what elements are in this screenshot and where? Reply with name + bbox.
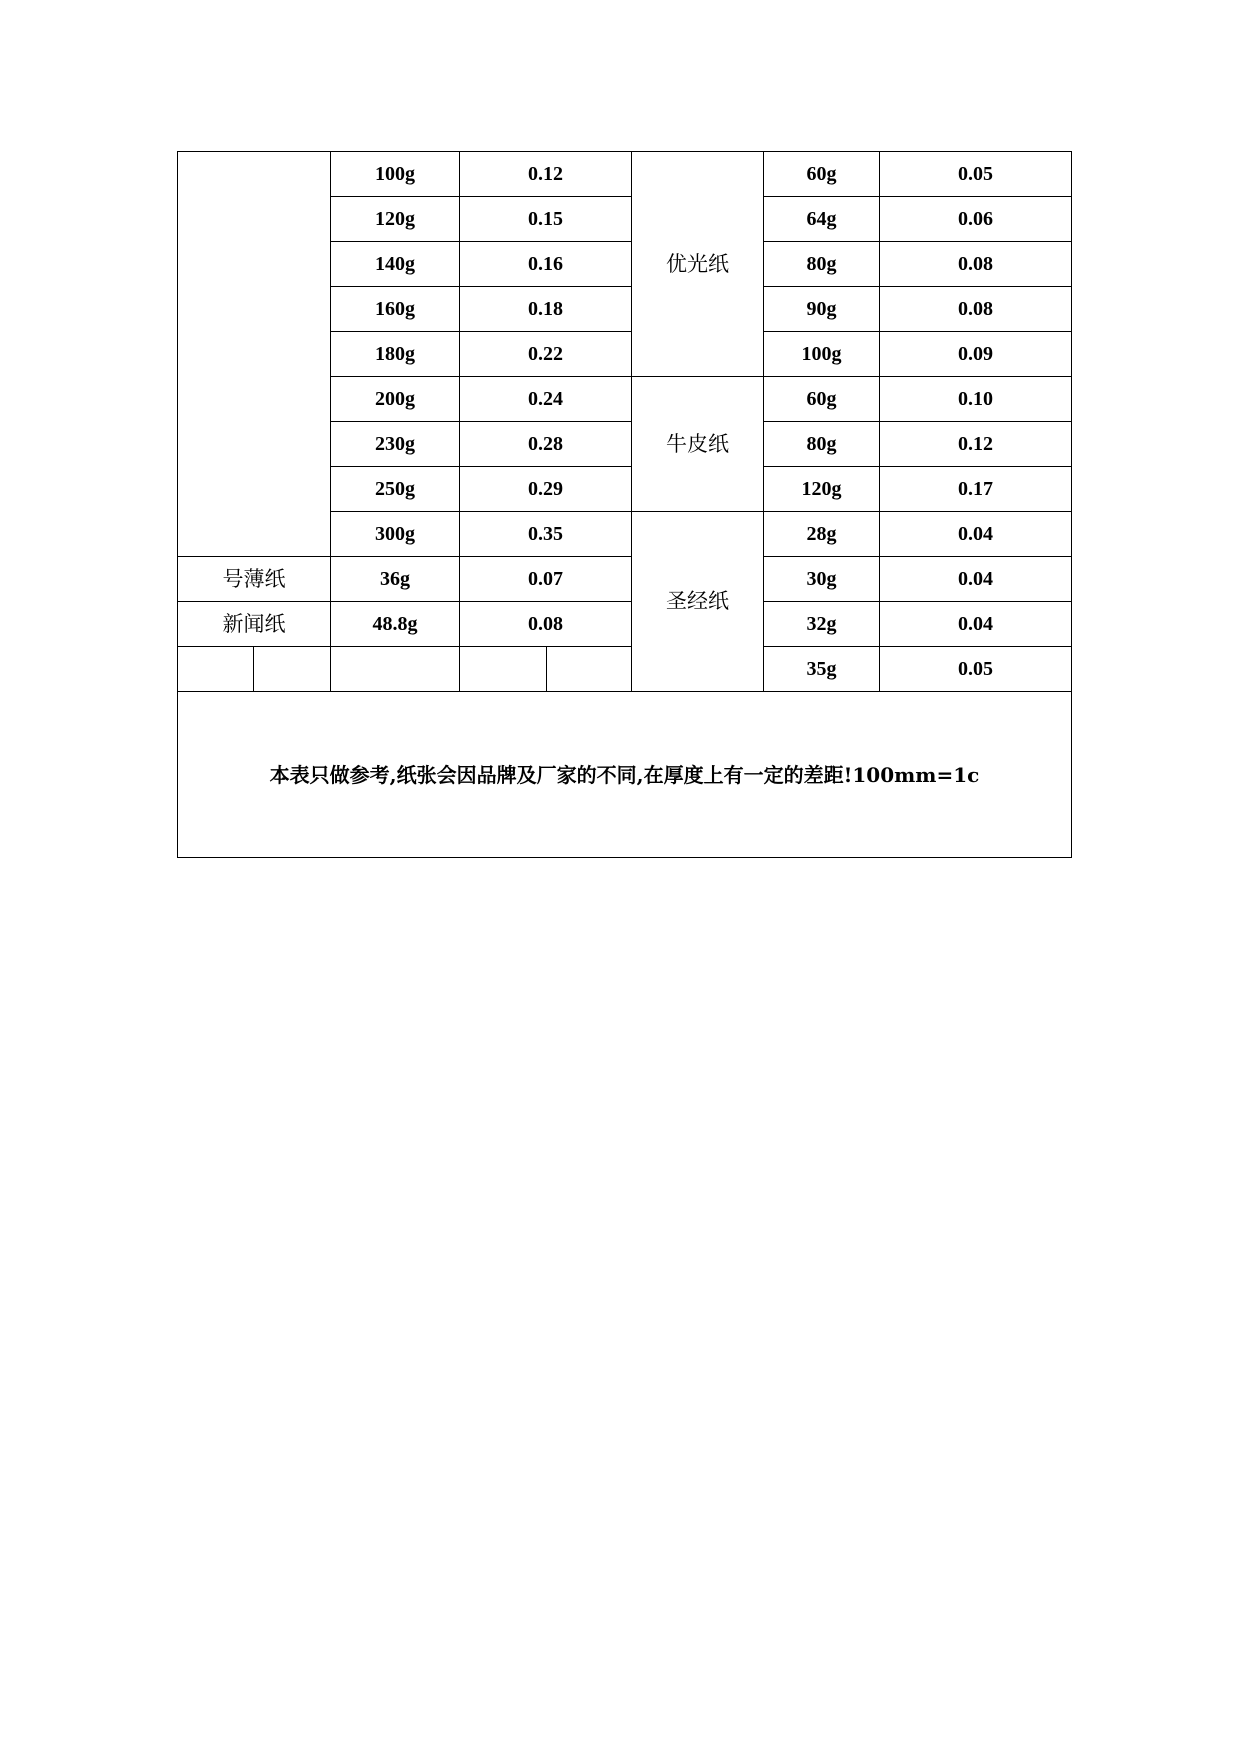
weight-cell: 60g xyxy=(764,152,880,197)
weight-cell: 120g xyxy=(764,467,880,512)
thickness-cell: 0.08 xyxy=(880,287,1072,332)
empty-cell xyxy=(547,647,632,692)
thickness-cell: 0.05 xyxy=(880,152,1072,197)
weight-cell: 28g xyxy=(764,512,880,557)
thickness-cell: 0.04 xyxy=(880,602,1072,647)
thickness-cell: 0.04 xyxy=(880,557,1072,602)
category-youguang: 优光纸 xyxy=(632,152,764,377)
thickness-cell: 0.12 xyxy=(460,152,632,197)
table-row xyxy=(178,557,1072,602)
category-xinwen: 新闻纸 xyxy=(178,602,331,647)
weight-cell: 140g xyxy=(331,242,460,287)
thickness-cell: 0.08 xyxy=(880,242,1072,287)
category-bopu: 号薄纸 xyxy=(178,557,331,602)
weight-cell: 200g xyxy=(331,377,460,422)
category-shengjing: 圣经纸 xyxy=(632,512,764,692)
weight-cell: 30g xyxy=(764,557,880,602)
thickness-cell: 0.35 xyxy=(460,512,632,557)
weight-cell: 230g xyxy=(331,422,460,467)
weight-cell: 180g xyxy=(331,332,460,377)
weight-cell: 64g xyxy=(764,197,880,242)
table-row xyxy=(178,152,1072,197)
weight-cell: 35g xyxy=(764,647,880,692)
note-row xyxy=(178,692,1072,858)
reference-note: 本表只做参考,纸张会因品牌及厂家的不同,在厚度上有一定的差距!100mm=1c xyxy=(178,692,1072,858)
weight-cell: 48.8g xyxy=(331,602,460,647)
thickness-cell: 0.17 xyxy=(880,467,1072,512)
thickness-cell: 0.22 xyxy=(460,332,632,377)
thickness-cell: 0.12 xyxy=(880,422,1072,467)
thickness-cell: 0.10 xyxy=(880,377,1072,422)
weight-cell: 160g xyxy=(331,287,460,332)
weight-cell: 300g xyxy=(331,512,460,557)
thickness-cell: 0.06 xyxy=(880,197,1072,242)
thickness-cell: 0.24 xyxy=(460,377,632,422)
weight-cell: 80g xyxy=(764,422,880,467)
empty-category-cell xyxy=(178,152,331,557)
thickness-cell: 0.15 xyxy=(460,197,632,242)
thickness-cell: 0.28 xyxy=(460,422,632,467)
thickness-cell: 0.29 xyxy=(460,467,632,512)
weight-cell: 80g xyxy=(764,242,880,287)
thickness-cell: 0.18 xyxy=(460,287,632,332)
weight-cell: 120g xyxy=(331,197,460,242)
empty-cell xyxy=(460,647,547,692)
empty-cell xyxy=(331,647,460,692)
thickness-cell: 0.09 xyxy=(880,332,1072,377)
thickness-cell: 0.05 xyxy=(880,647,1072,692)
thickness-cell: 0.04 xyxy=(880,512,1072,557)
paper-thickness-table xyxy=(177,151,1072,858)
table-row xyxy=(178,647,1072,692)
weight-cell: 60g xyxy=(764,377,880,422)
thickness-cell: 0.08 xyxy=(460,602,632,647)
table-row xyxy=(178,602,1072,647)
empty-cell xyxy=(254,647,331,692)
weight-cell: 250g xyxy=(331,467,460,512)
weight-cell: 100g xyxy=(764,332,880,377)
empty-cell xyxy=(178,647,254,692)
thickness-cell: 0.16 xyxy=(460,242,632,287)
weight-cell: 32g xyxy=(764,602,880,647)
category-niupi: 牛皮纸 xyxy=(632,377,764,512)
thickness-cell: 0.07 xyxy=(460,557,632,602)
weight-cell: 100g xyxy=(331,152,460,197)
weight-cell: 90g xyxy=(764,287,880,332)
weight-cell: 36g xyxy=(331,557,460,602)
